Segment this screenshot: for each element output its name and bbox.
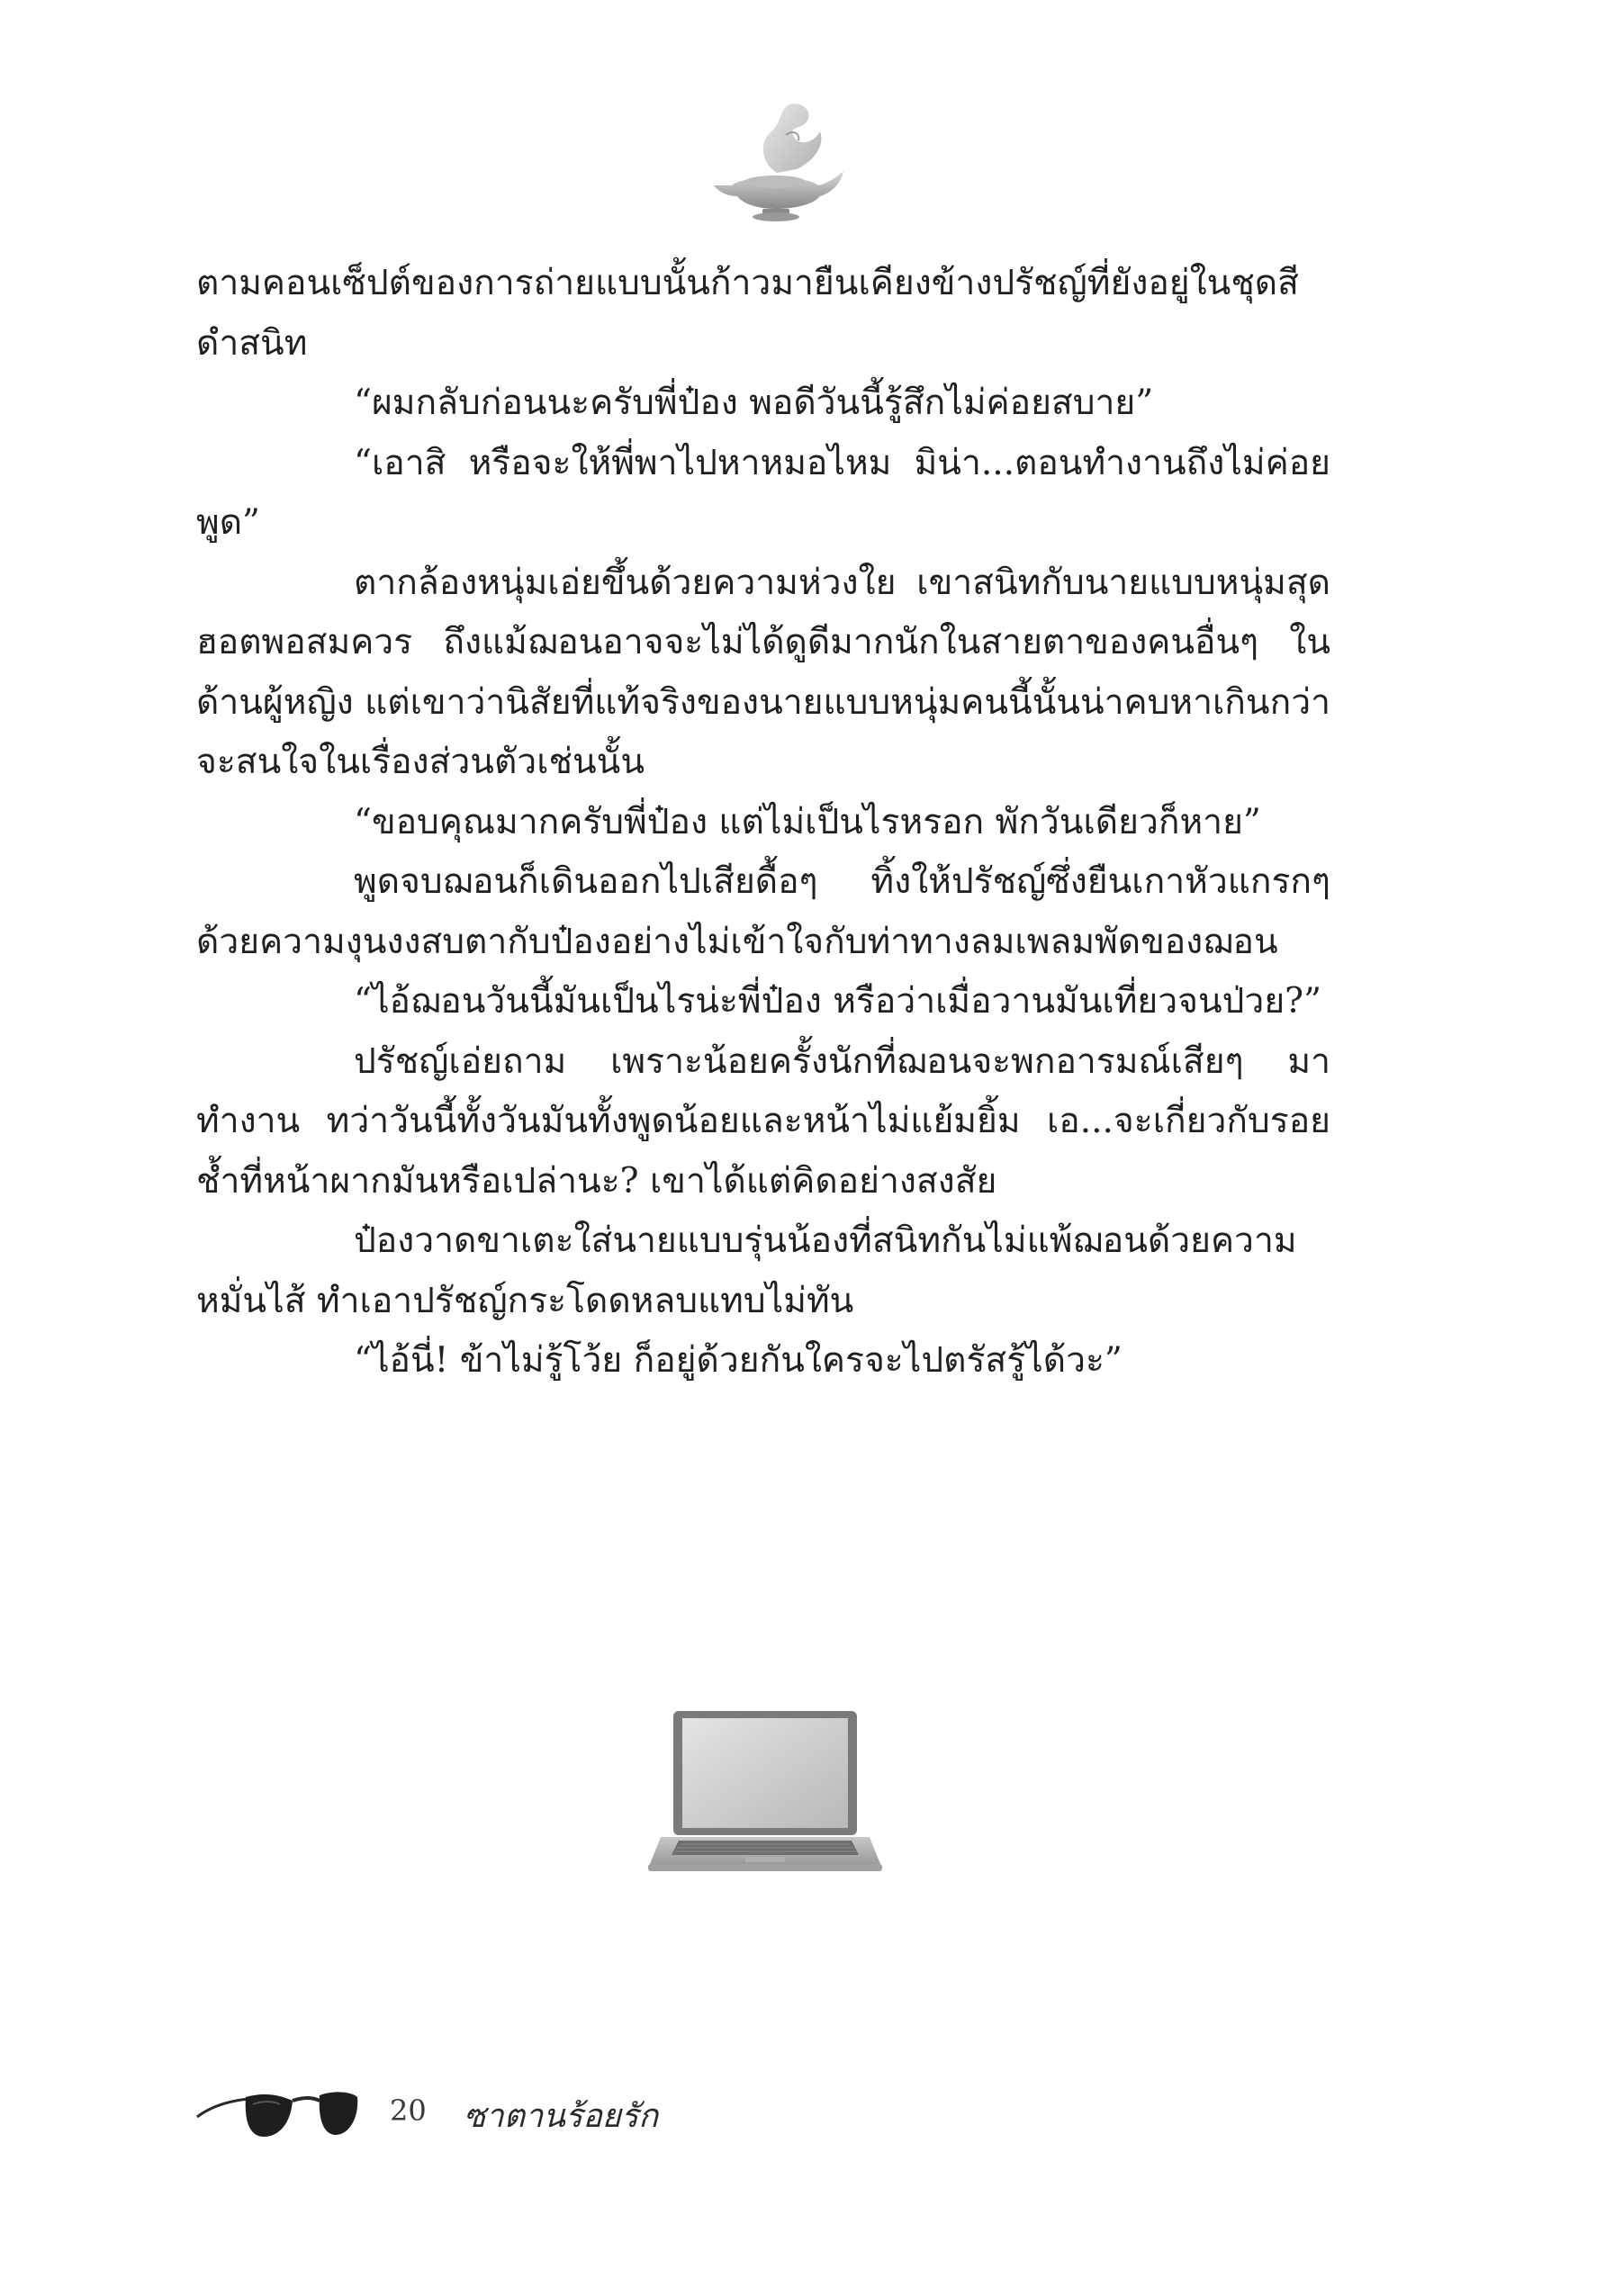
page-footer: [194, 2070, 824, 2151]
paragraph: ป๋องวาดขาเตะใส่นายแบบรุ่นน้องที่สนิทกันไม่แพ้ฌอนด้วยความหมั่นไส้ ทำเอาปรัชญ์กระโดดหลบแทบไม่ทัน: [196, 1220, 1297, 1321]
laptop-icon: [648, 1706, 882, 1877]
body-text: [196, 254, 1330, 1391]
paragraph: “ขอบคุณมากครับพี่ป๋อง แต่ไม่เป็นไรหรอก พักวันเดียวก็หาย”: [354, 801, 1261, 842]
paragraph: “ไอ้ฌอนวันนี้มันเป็นไรน่ะพี่ป๋อง หรือว่าเมื่อวานมันเที่ยวจนป่วย?”: [354, 981, 1322, 1022]
paragraph: “ผมกลับก่อนนะครับพี่ป๋อง พอดีวันนี้รู้สึกไม่ค่อยสบาย”: [354, 383, 1154, 423]
paragraph: “ไอ้นี่! ข้าไม่รู้โว้ย ก็อยู่ด้วยกันใครจะไปตรัสรู้ได้วะ”: [354, 1340, 1123, 1381]
paragraph: “เอาสิ หรือจะให้พี่พาไปหาหมอไหม มิน่า...ตอนทำงานถึงไม่ค่อยพูด”: [196, 442, 1330, 543]
paragraph: พูดจบฌอนก็เดินออกไปเสียดื้อๆ ทิ้งให้ปรัชญ์ซึ่งยืนเกาหัวแกรกๆ ด้วยความงุนงงสบตากับป๋องอย่างไม่เข้าใจกับท่าทางลมเพลมพัดของฌอน: [196, 861, 1330, 962]
book-title: ซาตานร้อยรัก: [464, 2098, 659, 2135]
genie-lamp-icon: [707, 99, 851, 225]
paragraph: ปรัชญ์เอ่ยถาม เพราะน้อยครั้งนักที่ฌอนจะพกอารมณ์เสียๆ มาทำงาน ทว่าวันนี้ทั้งวันมันทั้งพูดน้อยและหน้าไม่แย้มยิ้ม เอ...จะเกี่ยวกับรอยช้ำที่หน้าผากมันหรือเปล่านะ? เขาได้แต่คิดอย่างสงสัย: [196, 1040, 1330, 1202]
sunglasses-icon: [194, 2070, 360, 2151]
paragraph: ตามคอนเซ็ปต์ของการถ่ายแบบนั้นก้าวมายืนเคียงข้างปรัชญ์ที่ยังอยู่ในชุดสีดำสนิท: [196, 263, 1299, 364]
page-number: 20: [390, 2093, 427, 2128]
paragraph: ตากล้องหนุ่มเอ่ยขึ้นด้วยความห่วงใย เขาสนิทกับนายแบบหนุ่มสุดฮอตพอสมควร ถึงแม้ฌอนอาจจะไม่ได้ดูดีมากนักในสายตาของคนอื่นๆ ในด้านผู้หญิง แต่เขาว่านิสัยที่แท้จริงของนายแบบหนุ่มคนนี้นั้นน่าคบหาเกินกว่าจะสนใจในเรื่องส่วนตัวเช่นนั้น: [196, 562, 1330, 782]
